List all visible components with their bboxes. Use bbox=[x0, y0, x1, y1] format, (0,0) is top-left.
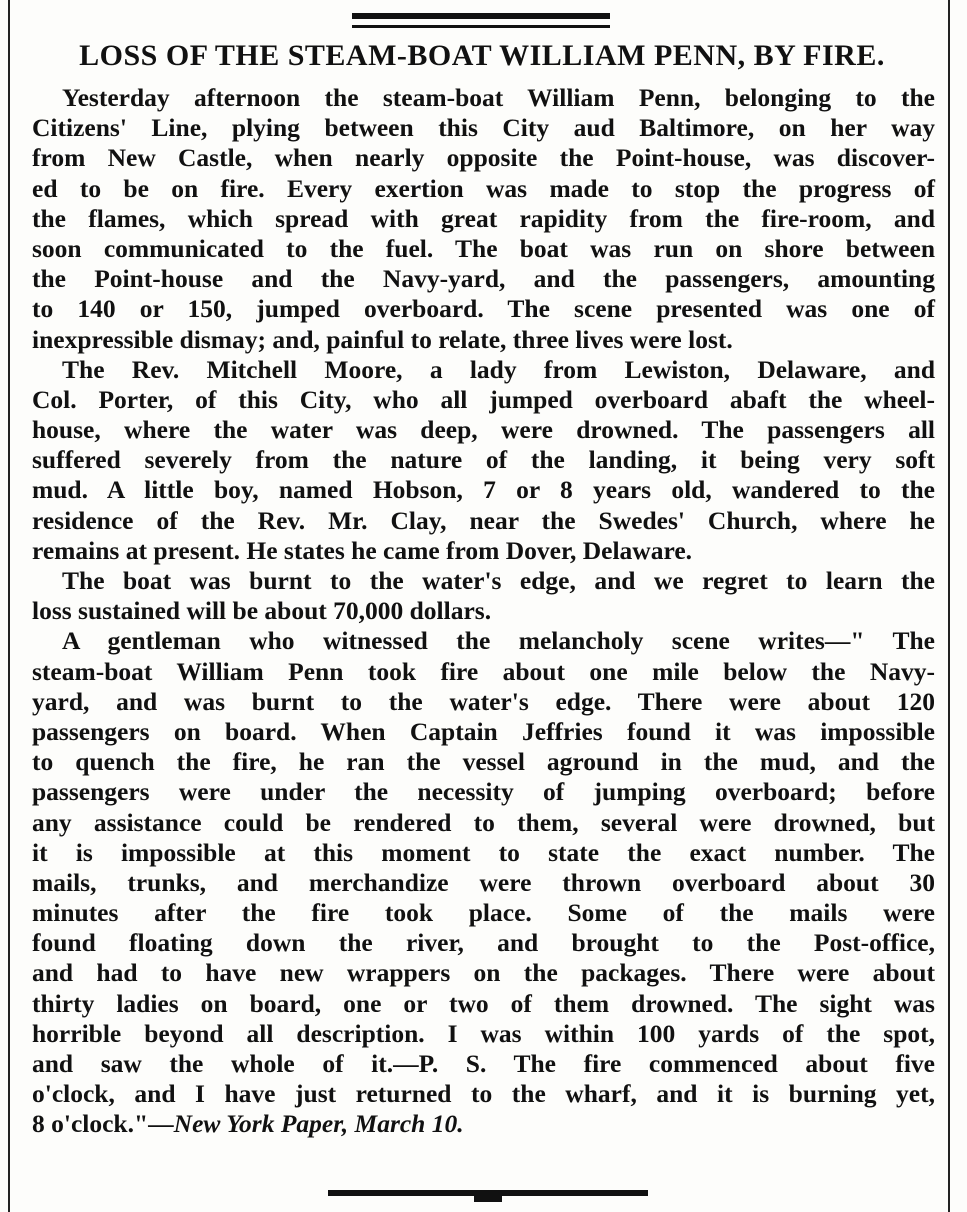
column-rule-right bbox=[948, 0, 950, 1212]
article-body bbox=[32, 83, 935, 1140]
article-line: A gentleman who witnessed the melancholy scene writes—" The bbox=[62, 626, 935, 656]
article-line: The boat was burnt to the water's edge, and we regret to learn the bbox=[62, 566, 935, 595]
article-line: soon communicated to the fuel. The boat was run on shore between bbox=[32, 233, 935, 263]
article-line: to 140 or 150, jumped overboard. The scene presented was one of bbox=[32, 294, 935, 324]
article-line: and saw the whole of it.—P. S. The fire commenced about five bbox=[32, 1049, 935, 1078]
bottom-ornamental-rule bbox=[328, 1186, 648, 1206]
article-line: from New Castle, when nearly opposite the Point-house, was discover- bbox=[32, 143, 935, 173]
article-line: inexpressible dismay; and, painful to relate, three lives were lost. bbox=[32, 324, 733, 354]
article-line: The Rev. Mitchell Moore, a lady from Lewiston, Delaware, and bbox=[62, 354, 935, 384]
article-final-line bbox=[32, 1109, 935, 1139]
article-line-closing-quote: 8 o'clock."— bbox=[32, 1109, 174, 1139]
article-line: thirty ladies on board, one or two of them drowned. The sight was bbox=[32, 988, 935, 1018]
article-line: passengers on board. When Captain Jeffries found it was impossible bbox=[32, 716, 935, 746]
top-rule-thin-bar bbox=[352, 25, 610, 28]
source-citation: New York Paper, March 10. bbox=[173, 1109, 464, 1139]
article-line: the Point-house and the Navy-yard, and the passengers, amounting bbox=[32, 264, 935, 294]
article-line: the flames, which spread with great rapidity from the fire-room, and bbox=[32, 203, 935, 233]
article-line: o'clock, and I have just returned to the wharf, and it is burning yet, bbox=[32, 1079, 935, 1109]
article-line: to quench the fire, he ran the vessel aground in the mud, and the bbox=[32, 747, 935, 777]
article-line: mails, trunks, and merchandize were thrown overboard about 30 bbox=[32, 867, 935, 897]
article-line: suffered severely from the nature of the landing, it being very soft bbox=[32, 445, 935, 475]
article-line: horrible beyond all description. I was within 100 yards of the spot, bbox=[32, 1018, 935, 1048]
article-line: house, where the water was deep, were drowned. The passengers all bbox=[32, 415, 935, 445]
article-line: steam-boat William Penn took fire about one mile below the Navy- bbox=[32, 656, 935, 686]
article-line: found floating down the river, and brought to the Post-office, bbox=[32, 928, 935, 958]
article-line: Yesterday afternoon the steam-boat William Penn, belonging to the bbox=[62, 83, 935, 112]
top-rule-thick-bar bbox=[352, 13, 610, 19]
column-rule-left bbox=[8, 0, 10, 1212]
bottom-rule-center-ornament bbox=[474, 1196, 502, 1202]
article-line: mud. A little boy, named Hobson, 7 or 8 years old, wandered to the bbox=[32, 475, 935, 505]
article-line: any assistance could be rendered to them, several were drowned, but bbox=[32, 807, 935, 837]
article-line: it is impossible at this moment to state the exact number. The bbox=[32, 837, 935, 867]
article-line: Citizens' Line, plying between this City aud Baltimore, on her way bbox=[32, 113, 935, 143]
article-line: yard, and was burnt to the water's edge. There were about 120 bbox=[32, 686, 935, 716]
article-line: minutes after the fire took place. Some of the mails were bbox=[32, 898, 935, 928]
top-ornamental-rule bbox=[352, 10, 610, 32]
article-line: passengers were under the necessity of jumping overboard; before bbox=[32, 777, 935, 807]
article-line: residence of the Rev. Mr. Clay, near the Swedes' Church, where he bbox=[32, 505, 935, 535]
article-line: and had to have new wrappers on the packages. There were about bbox=[32, 958, 935, 988]
article-line: loss sustained will be about 70,000 dollars. bbox=[32, 596, 492, 626]
article-line: Col. Porter, of this City, who all jumped overboard abaft the wheel- bbox=[32, 384, 935, 414]
article-line: remains at present. He states he came from Dover, Delaware. bbox=[32, 535, 693, 565]
article-headline: LOSS OF THE STEAM-BOAT WILLIAM PENN, BY FIRE. bbox=[79, 39, 885, 72]
article-line: ed to be on fire. Every exertion was made to stop the progress of bbox=[32, 173, 935, 203]
